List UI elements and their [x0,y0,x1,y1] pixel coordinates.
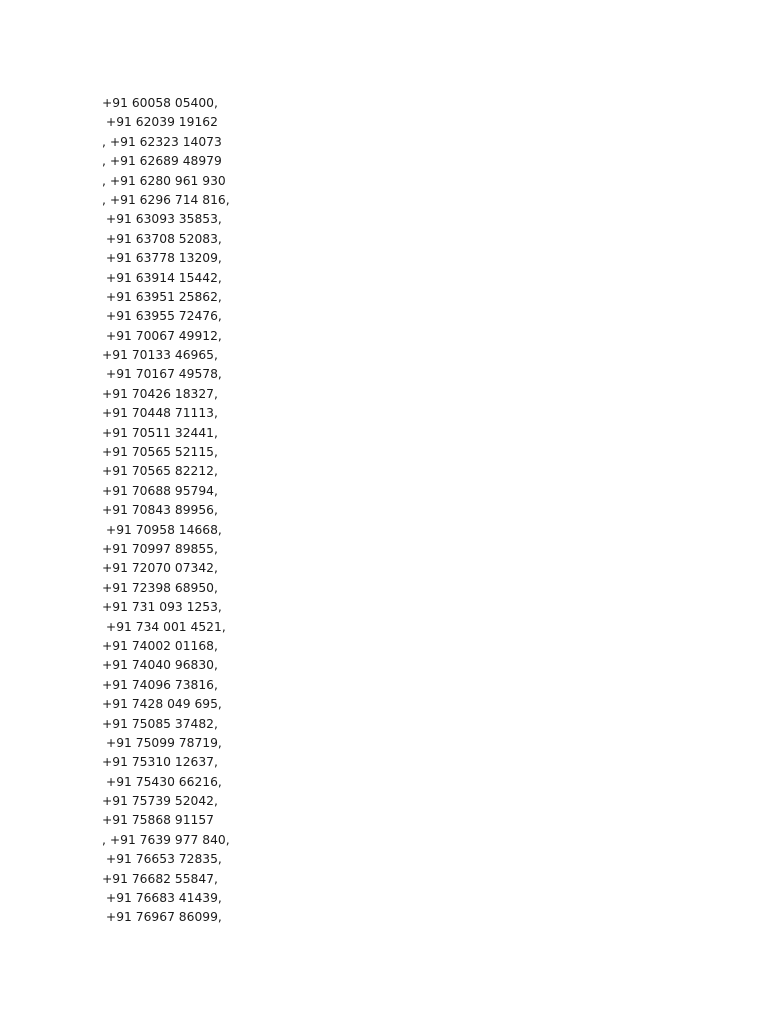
phone-line: +91 60058 05400, [102,96,218,110]
phone-line: +91 70133 46965, [102,348,218,363]
phone-line: , +91 62323 14073 [102,134,222,149]
phone-line: +91 72398 68950, [102,580,218,595]
phone-line: +91 75099 78719, [102,735,222,750]
phone-line: +91 63093 35853, [102,212,222,227]
phone-line: +91 75310 12637, [102,755,218,770]
phone-line: +91 75868 91157 [102,813,215,828]
phone-line: +91 75739 52042, [102,794,218,809]
phone-line: +91 75085 37482, [102,716,218,731]
phone-line: +91 70843 89956, [102,503,218,518]
phone-line: +91 70565 52115, [102,445,218,460]
phone-number-list [102,94,230,928]
phone-line: , +91 7639 977 840, [102,832,230,847]
phone-line: +91 63914 15442, [102,270,222,285]
phone-line: +91 70511 32441, [102,425,218,440]
phone-line: +91 70688 95794, [102,483,218,498]
phone-line: +91 76683 41439, [102,891,222,906]
phone-line: +91 70448 71113, [102,406,218,421]
phone-line: +91 70167 49578, [102,367,222,382]
phone-line: +91 62039 19162 [102,115,218,130]
phone-line: +91 70067 49912, [102,328,222,343]
phone-line: +91 70997 89855, [102,541,218,556]
phone-line: +91 74040 96830, [102,658,218,673]
phone-line: +91 70426 18327, [102,386,218,401]
phone-line: +91 70958 14668, [102,522,222,537]
phone-line: +91 75430 66216, [102,774,222,789]
phone-line: +91 63951 25862, [102,289,222,304]
phone-line: +91 76682 55847, [102,871,218,886]
phone-line: +91 7428 049 695, [102,697,222,712]
phone-line: +91 72070 07342, [102,561,218,576]
phone-line: +91 74002 01168, [102,638,218,653]
phone-line: +91 63955 72476, [102,309,222,324]
phone-line: +91 63778 13209, [102,251,222,266]
phone-line: +91 734 001 4521, [102,619,226,634]
phone-line: +91 63708 52083, [102,231,222,246]
phone-line: +91 76967 86099, [102,910,222,925]
phone-line: +91 76653 72835, [102,852,222,867]
phone-line: , +91 6296 714 816, [102,192,230,207]
phone-line: , +91 6280 961 930 [102,173,226,188]
phone-line: +91 74096 73816, [102,677,218,692]
phone-line: +91 70565 82212, [102,464,218,479]
phone-line: +91 731 093 1253, [102,600,222,615]
phone-line: , +91 62689 48979 [102,154,222,169]
